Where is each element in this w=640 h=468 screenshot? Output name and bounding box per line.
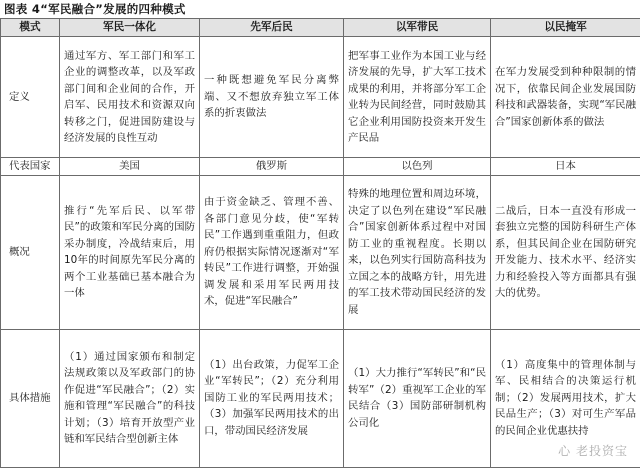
definition-civil-cover: 在军力发展受到种种限制的情况下，依靠民间企业发展国防科技和武器装备，实现“军民融合”国家创新体系的做法	[491, 37, 640, 158]
row-label-definition: 定义	[1, 37, 60, 158]
overview-row	[1, 175, 640, 329]
overview-usa: 推行“先军后民、以军带民”的政策和军民分离的国防采办制度，冷战结束后，用10年的时间原先军民分离的两个工业基础已基本融合为一体	[60, 175, 200, 329]
table-caption: 图表 4“军民融合”发展的四种模式	[4, 1, 186, 17]
country-usa: 美国	[60, 158, 200, 176]
military-civil-fusion-table	[0, 18, 640, 468]
measures-japan: （1）高度集中的管理体制与军、民相结合的决策运行机制；（2）发展两用技术，扩大民品生产；（3）对可生产军品的民间企业优惠扶持	[491, 329, 640, 467]
header-integration: 军民一体化	[60, 19, 200, 37]
measures-row	[1, 329, 640, 467]
watermark: 心 老投资宝	[558, 442, 628, 459]
definition-military-first: 一种既想避免军民分离弊端、又不想放弃独立军工体系的折衷做法	[200, 37, 344, 158]
country-japan: 日本	[491, 158, 640, 176]
header-civil-cover: 以民掩军	[491, 19, 640, 37]
country-row	[1, 158, 640, 176]
country-israel: 以色列	[344, 158, 491, 176]
country-russia: 俄罗斯	[200, 158, 344, 176]
header-military-led: 以军带民	[344, 19, 491, 37]
measures-israel: （1）大力推行“军转民”和“民转军”（2）重视军工企业的军民结合（3）国防部研制机构公司化	[344, 329, 491, 467]
row-label-country: 代表国家	[1, 158, 60, 176]
header-military-first: 先军后民	[200, 19, 344, 37]
measures-usa: （1）通过国家颁布和制定法规政策以及军政部门的协作促进“军民融合”；（2）实施和管理“军民融合”的科技计划；（3）培育开放型产业链和军民结合型创新主体	[60, 329, 200, 467]
definition-row	[1, 37, 640, 158]
overview-japan: 二战后，日本一直没有形成一套独立完整的国防科研生产体系，但其民间企业在国防研究开发能力、技术水平、经济实力和经验投入等方面都具有强大的优势。	[491, 175, 640, 329]
overview-russia: 由于资金缺乏、管理不善、各部门意见分歧，使“军转民”工作遇到重重阻力，但政府仍根据实际情况逐渐对“军转民”工作进行调整，开始强调发展和采用军民两用技术，促进“军民融合”	[200, 175, 344, 329]
definition-military-led: 把军事工业作为本国工业与经济发展的先导，扩大军工技术成果的利用，并将部分军工企业转为民间经营，同时鼓励其它企业利用国防投资来开发生产民品	[344, 37, 491, 158]
header-row	[1, 19, 640, 37]
header-mode: 模式	[1, 19, 60, 37]
definition-integration: 通过军方、军工部门和军工企业的调整改革，以及军政部门间和企业间的合作，开启军、民用技术和资源双向转移之门，促进国防建设与经济发展的良性互动	[60, 37, 200, 158]
overview-israel: 特殊的地理位置和周边环境，决定了以色列在建设“军民融合”国家创新体系过程中对国防工业的重视程度。长期以来，以色列实行国防高科技为立国之本的战略方针，用先进的军工技术带动国民经济的发展	[344, 175, 491, 329]
measures-russia: （1）出台政策，力促军工企业“军转民”；（2）充分利用国防工业的军民两用技术；（3）加强军民两用技术的出口，带动国民经济发展	[200, 329, 344, 467]
row-label-measures: 具体措施	[1, 329, 60, 467]
row-label-overview: 概况	[1, 175, 60, 329]
